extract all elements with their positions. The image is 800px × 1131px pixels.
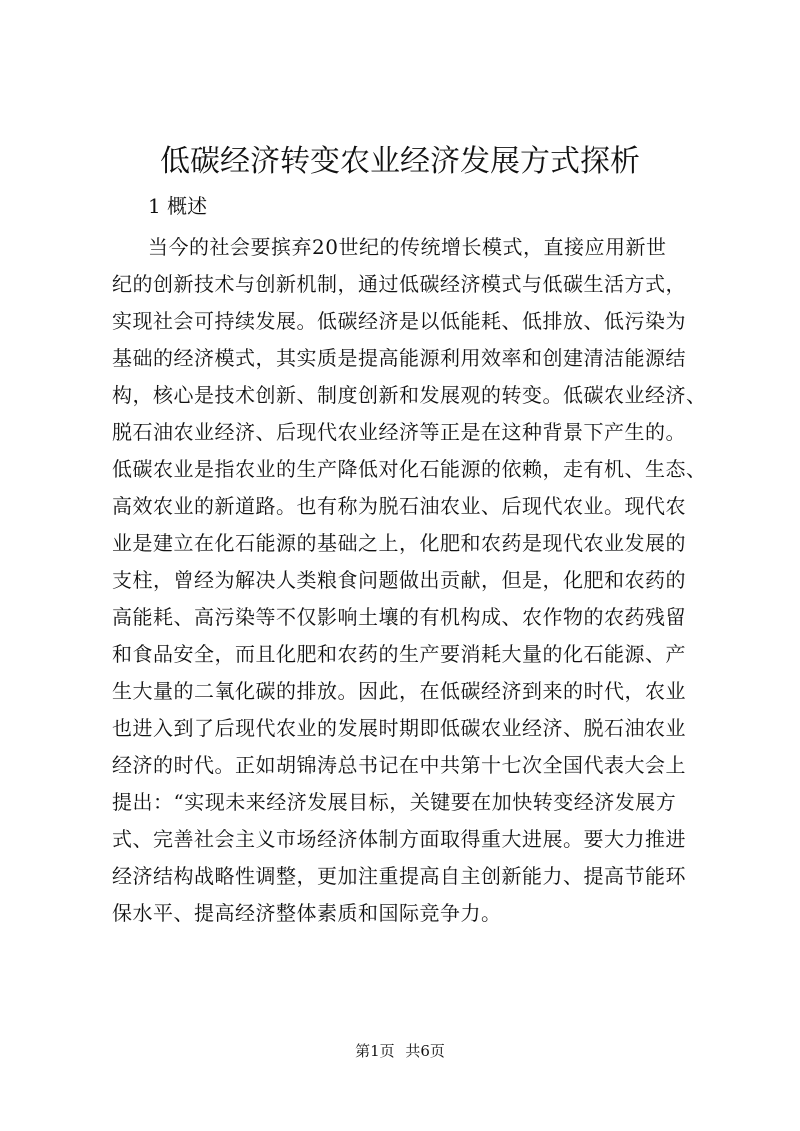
page-footer bbox=[0, 1040, 800, 1062]
paragraph-line: 和食品安全，而且化肥和农药的生产要消耗大量的化石能源、产 bbox=[112, 642, 686, 666]
paragraph-line: 支柱，曾经为解决人类粮食问题做出贡献，但是，化肥和农药的 bbox=[112, 568, 686, 592]
paragraph-line: 实现社会可持续发展。低碳经济是以低能耗、低排放、低污染为 bbox=[112, 309, 686, 333]
page-total: 共6页 bbox=[405, 1042, 445, 1060]
paragraph-line: 业是建立在化石能源的基础之上，化肥和农药是现代农业发展的 bbox=[112, 531, 686, 555]
page-number: 第1页 bbox=[355, 1042, 395, 1060]
paragraph-line: 经济的时代。正如胡锦涛总书记在中共第十七次全国代表大会上 bbox=[112, 753, 686, 777]
paragraph-line: 低碳农业是指农业的生产降低对化石能源的依赖，走有机、生态、 bbox=[112, 457, 707, 481]
paragraph-line: 经济结构战略性调整，更加注重提高自主创新能力、提高节能环 bbox=[112, 864, 686, 888]
paragraph-line: 提出：“实现未来经济发展目标，关键要在加快转变经济发展方 bbox=[112, 790, 677, 814]
section-heading: 1 概述 bbox=[148, 194, 208, 218]
paragraph-line: 构，核心是技术创新、制度创新和发展观的转变。低碳农业经济、 bbox=[112, 383, 707, 407]
paragraph-line: 也进入到了后现代农业的发展时期即低碳农业经济、脱石油农业 bbox=[112, 716, 686, 740]
paragraph-line: 保水平、提高经济整体素质和国际竞争力。 bbox=[112, 901, 502, 925]
paragraph-line: 基础的经济模式，其实质是提高能源利用效率和创建清洁能源结 bbox=[112, 346, 686, 370]
paragraph-body bbox=[112, 229, 712, 932]
paragraph-line: 式、完善社会主义市场经济体制方面取得重大进展。要大力推进 bbox=[112, 827, 686, 851]
paragraph-line: 当今的社会要摈弃20世纪的传统增长模式，直接应用新世 bbox=[148, 235, 667, 259]
paragraph-line: 高能耗、高污染等不仅影响土壤的有机构成、农作物的农药残留 bbox=[112, 605, 686, 629]
paragraph-line: 纪的创新技术与创新机制，通过低碳经济模式与低碳生活方式， bbox=[112, 272, 686, 296]
paragraph-line: 高效农业的新道路。也有称为脱石油农业、后现代农业。现代农 bbox=[112, 494, 686, 518]
paragraph-line: 生大量的二氧化碳的排放。因此，在低碳经济到来的时代，农业 bbox=[112, 679, 686, 703]
paragraph-line: 脱石油农业经济、后现代农业经济等正是在这种背景下产生的。 bbox=[112, 420, 686, 444]
document-title: 低碳经济转变农业经济发展方式探析 bbox=[160, 144, 640, 179]
